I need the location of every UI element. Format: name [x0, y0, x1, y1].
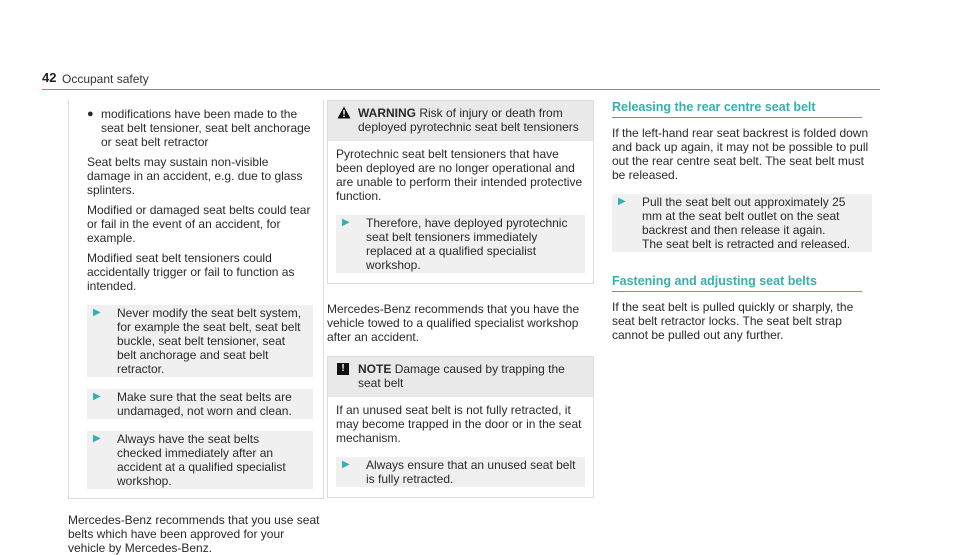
paragraph: If the seat belt is pulled quickly or sharply, the seat belt retractor locks. The seat belt strap cannot be pulled out any further.: [612, 300, 854, 342]
play-arrow-icon: ▶: [93, 391, 101, 402]
paragraph: If the left-hand rear seat backrest is folded down and back up again, it may not be possible to pull out the rear centre seat belt. The seat belt must be released.: [612, 126, 869, 182]
action-step: [336, 457, 585, 487]
section-title: Fastening and adjusting seat belts: [612, 274, 817, 288]
action-text: Make sure that the seat belts are undamaged, not worn and clean.: [117, 390, 292, 418]
paragraph: Modified or damaged seat belts could tear or fail in the event of an accident, for example.: [87, 203, 311, 245]
bullet-icon: ●: [87, 108, 94, 120]
column-1: [68, 100, 324, 555]
play-arrow-icon: ▶: [342, 217, 350, 228]
page-title: Occupant safety: [62, 72, 149, 86]
warning-continuation-box: [68, 100, 324, 499]
paragraph: Mercedes-Benz recommends that you use seat belts which have been approved for your vehicle by Mercedes-Benz.: [68, 513, 320, 555]
warning-body: [328, 141, 593, 283]
paragraph: If an unused seat belt is not fully retracted, it may become trapped in the door or in the seat mechanism.: [336, 403, 582, 445]
play-arrow-icon: ▶: [342, 459, 350, 470]
bullet-text: modifications have been made to the seat belt tensioner, seat belt anchorage or seat belt retractor: [101, 107, 311, 149]
action-step: [612, 194, 872, 252]
warning-box: [327, 100, 594, 284]
note-header: [328, 357, 593, 397]
action-step: [336, 215, 585, 273]
note-box: [327, 356, 594, 498]
play-arrow-icon: ▶: [93, 433, 101, 444]
section-rule: [612, 291, 862, 292]
action-text: Never modify the seat belt system, for example the seat belt, seat belt buckle, seat belt tensioner, seat belt anchorage and seat belt retractor.: [117, 306, 302, 376]
action-step: [87, 431, 313, 489]
section-title: Releasing the rear centre seat belt: [612, 100, 816, 114]
warning-title: Risk of injury or death from deployed pyrotechnic seat belt tensioners: [358, 106, 579, 134]
action-result: The seat belt is retracted and released.: [642, 237, 851, 251]
action-step: [87, 305, 313, 377]
note-label: NOTE: [358, 362, 392, 376]
action-text: Always ensure that an unused seat belt is fully retracted.: [366, 458, 576, 486]
exclamation-square-icon: !: [337, 363, 349, 375]
warning-label: WARNING: [358, 106, 416, 120]
page-number: 42: [42, 70, 57, 85]
play-arrow-icon: ▶: [93, 307, 101, 318]
section-rule: [612, 117, 862, 118]
paragraph: Mercedes-Benz recommends that you have the vehicle towed to a qualified specialist workshop after an accident.: [327, 302, 580, 344]
column-3: [612, 100, 872, 342]
play-arrow-icon: ▶: [618, 196, 626, 207]
note-title: Damage caused by trapping the seat belt: [358, 362, 565, 390]
action-step: [87, 389, 313, 419]
column-2: [327, 100, 594, 498]
header-rule: [42, 89, 880, 90]
paragraph: Seat belts may sustain non-visible damage in an accident, e.g. due to glass splinters.: [87, 155, 303, 197]
paragraph: Pyrotechnic seat belt tensioners that have been deployed are no longer operational and are unable to perform their intended protective function.: [336, 147, 583, 203]
action-text: Always have the seat belts checked immediately after an accident at a qualified specialist workshop.: [117, 432, 286, 488]
note-body: [328, 397, 593, 497]
paragraph: Modified seat belt tensioners could accidentally trigger or fail to function as intended.: [87, 251, 295, 293]
warning-triangle-icon: [337, 106, 351, 122]
list-item: [79, 107, 313, 149]
action-text: Therefore, have deployed pyrotechnic seat belt tensioners immediately replaced at a qualified specialist workshop.: [366, 216, 568, 272]
warning-header: [328, 101, 593, 141]
action-text: Pull the seat belt out approximately 25 mm at the seat belt outlet on the seat backrest and then release it again.: [642, 195, 846, 237]
